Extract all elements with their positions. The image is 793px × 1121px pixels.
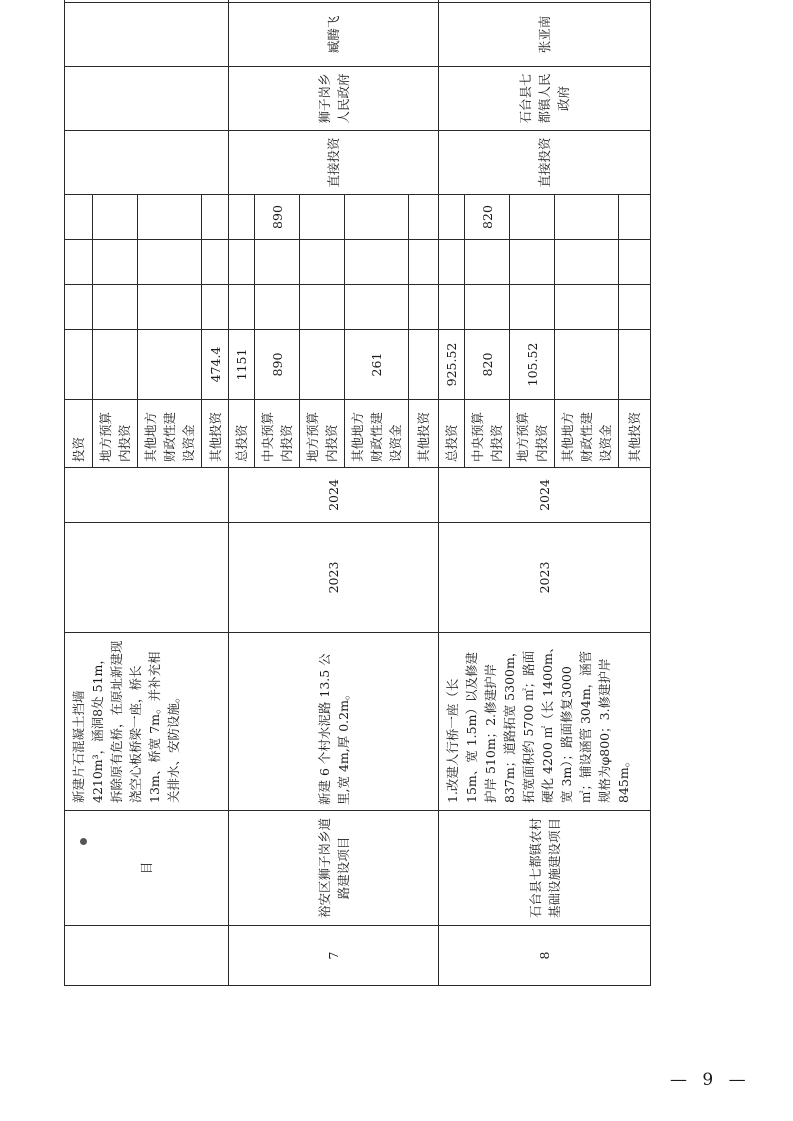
central-amount xyxy=(409,195,439,240)
fund-type: 地方预算内投资 xyxy=(300,400,345,468)
project-content: 新建片石混凝土挡墙 4210m³，涵洞8处 51m，拆除原有危桥，在原址新建现浇空心板桥梁一座，桥长 13m、桥宽 7m。并补充相关排水、安防设施。 xyxy=(65,633,229,811)
table-row xyxy=(439,0,465,986)
start-year: 2023 xyxy=(439,523,651,633)
fund-type: 其他地方财政性建设资金 xyxy=(138,400,202,468)
fund-type: 中央预算内投资 xyxy=(465,400,510,468)
fund-amount: 820 xyxy=(465,330,510,400)
supervisor-unit xyxy=(229,0,439,3)
fund-type: 其他地方财政性建设资金 xyxy=(555,400,619,468)
central-amount xyxy=(555,195,619,240)
central-amount: 820 xyxy=(465,195,510,240)
scan-dot xyxy=(80,838,87,845)
fund-amount: 890 xyxy=(255,330,300,400)
project-table xyxy=(64,0,651,986)
fund-amount: 261 xyxy=(345,330,409,400)
fund-amount xyxy=(555,330,619,400)
page-number: — 9 — xyxy=(670,1070,751,1090)
fund-type: 其他投资 xyxy=(202,400,229,468)
central-amount xyxy=(345,195,409,240)
fund-type: 其他地方财政性建设资金 xyxy=(345,400,409,468)
project-content: 新建 6 个村水泥路 13.5 公里,宽 4m,厚 0.2m。 xyxy=(229,633,439,811)
project-name: 石台县七都镇农村基础设施建设项目 xyxy=(439,811,651,926)
fund-type: 地方预算内投资 xyxy=(93,400,138,468)
fund-type: 其他投资 xyxy=(619,400,651,468)
start-year: 2023 xyxy=(229,523,439,633)
responsible-person: 臧腾飞 xyxy=(229,3,439,67)
fund-amount xyxy=(619,330,651,400)
central-amount xyxy=(229,195,255,240)
responsible-unit: 石台县七都镇人民政府 xyxy=(439,67,651,131)
supervisor-unit xyxy=(439,0,651,3)
responsible-unit: 狮子岗乡人民政府 xyxy=(229,67,439,131)
investment-method: 直接投资 xyxy=(439,131,651,195)
fund-type: 投资 xyxy=(65,400,93,468)
table-row xyxy=(229,0,255,986)
table-row xyxy=(65,0,93,986)
central-amount xyxy=(439,195,465,240)
fund-amount xyxy=(300,330,345,400)
fund-amount xyxy=(93,330,138,400)
project-content: 1.改建人行桥一座（长 15m、宽 1.5m）以及修建护岸 510m；2.修建护岸 837m；道路拓宽 5300m，拓宽面积约 5700 ㎡；路面硬化 4200 ㎡（长 1400m、宽 3m）；路面修复3000 ㎡；铺设涵管 304m，涵管规格为φ800；3.修建护岸 845m。 xyxy=(439,633,651,811)
fund-amount: 105.52 xyxy=(510,330,555,400)
end-year: 2024 xyxy=(439,468,651,523)
fund-amount xyxy=(409,330,439,400)
central-amount xyxy=(510,195,555,240)
fund-type: 总投资 xyxy=(439,400,465,468)
project-name: 目 xyxy=(65,811,229,926)
fund-amount: 474.4 xyxy=(202,330,229,400)
project-number: 7 xyxy=(229,926,439,986)
fund-type: 中央预算内投资 xyxy=(255,400,300,468)
fund-amount xyxy=(138,330,202,400)
central-amount: 890 xyxy=(255,195,300,240)
project-number: 8 xyxy=(439,926,651,986)
central-amount xyxy=(300,195,345,240)
central-amount xyxy=(619,195,651,240)
fund-type: 地方预算内投资 xyxy=(510,400,555,468)
fund-amount: 1151 xyxy=(229,330,255,400)
fund-type: 其他投资 xyxy=(409,400,439,468)
fund-amount: 925.52 xyxy=(439,330,465,400)
investment-method: 直接投资 xyxy=(229,131,439,195)
fund-type: 总投资 xyxy=(229,400,255,468)
fund-amount xyxy=(65,330,93,400)
project-name: 裕安区狮子岗乡道路建设项目 xyxy=(229,811,439,926)
responsible-person: 张亚南 xyxy=(439,3,651,67)
end-year: 2024 xyxy=(229,468,439,523)
